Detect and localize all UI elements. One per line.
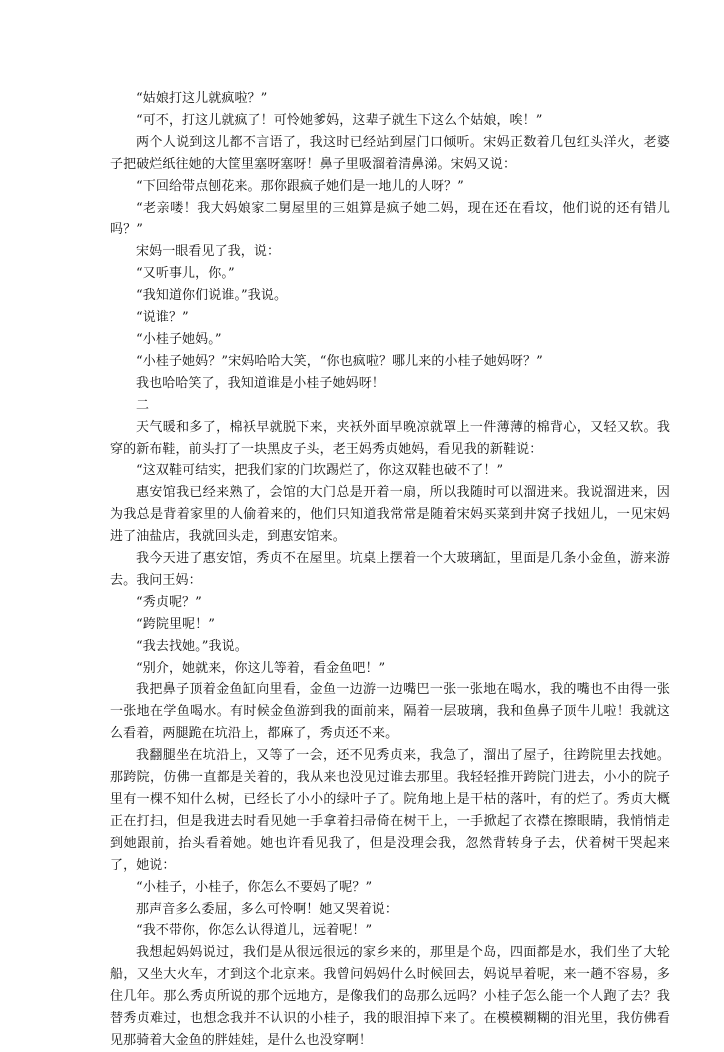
paragraph: 我翻腿坐在坑沿上，又等了一会，还不见秀贞来，我急了，溜出了屋子，往跨院里去找她。那跨院，仿佛一直都是关着的，我从来也没见过谁去那里。我轻轻推开跨院门进去，小小的院子里有一棵不知什么树，已经长了小小的绿叶子了。院角地上是干枯的落叶，有的烂了。秀贞大概正在打扫，但是我进去时看见她一手拿着扫帚倚在树干上，一手掀起了衣襟在擦眼睛，我悄悄走到她跟前，抬头看着她。她也许看见我了，但是没理会我，忽然背转身子去，伏着树干哭起来了，她说： <box>110 748 670 873</box>
document-body <box>110 88 670 1052</box>
paragraph: “说谁？” <box>136 310 189 326</box>
paragraph: 我今天进了惠安馆，秀贞不在屋里。坑桌上摆着一个大玻璃缸，里面是几条小金鱼，游来游去。我问王妈： <box>110 551 670 588</box>
paragraph: “我去找她。”我说。 <box>136 638 248 654</box>
paragraph: 两个人说到这儿都不言语了，我这时已经站到屋门口倾听。宋妈正数着几包红头洋火，老婆子把破烂纸往她的大筐里塞呀塞呀！鼻子里吸溜着清鼻涕。宋妈又说： <box>110 134 670 172</box>
paragraph: “小桂子她妈。” <box>136 331 222 347</box>
paragraph: 我也哈哈笑了，我知道谁是小桂子她妈呀！ <box>136 375 385 391</box>
paragraph: “我不带你，你怎么认得道儿，远着呢！” <box>136 923 373 939</box>
paragraph: “跨院里呢！” <box>136 616 215 632</box>
paragraph: “秀贞呢？” <box>136 594 202 610</box>
paragraph: 天气暖和多了，棉袄早就脱下来，夹袄外面早晚凉就罩上一件薄薄的棉背心，又轻又软。我穿的新布鞋，前头打了一块黑皮子头，老王妈秀贞她妈，看见我的新鞋说： <box>110 419 670 457</box>
section-heading: 二 <box>136 397 150 413</box>
paragraph: “老亲喽！我大妈娘家二舅屋里的三姐算是疯子她二妈，现在还在看坟，他们说的还有错儿吗？” <box>110 200 670 238</box>
paragraph: “姑娘打这儿就疯啦？” <box>136 91 268 106</box>
paragraph: “小桂子她妈？”宋妈哈哈大笑，“你也疯啦？哪儿来的小桂子她妈呀？” <box>136 353 543 369</box>
paragraph: “下回给带点刨花来。那你跟疯子她们是一地儿的人呀？” <box>136 178 464 194</box>
paragraph: “可不，打这儿就疯了！可怜她爹妈，这辈子就生下这么个姑娘，唉！” <box>136 112 543 128</box>
paragraph: 惠安馆我已经来熟了，会馆的大门总是开着一扇，所以我随时可以溜进来。我说溜进来，因为我总是背着家里的人偷着来的，他们只知道我常常是随着宋妈买菜到井窝子找妞儿，一见宋妈进了油盐店，我就回头走，到惠安馆来。 <box>110 485 670 545</box>
paragraph: “又听事儿，你。” <box>136 266 235 282</box>
paragraph: 我想起妈妈说过，我们是从很远很远的家乡来的，那里是个岛，四面都是水，我们坐了大轮船，又坐大火车，才到这个北京来。我曾问妈妈什么时候回去，妈说早着呢，来一趟不容易，多住几年。那么秀贞所说的那个远地方，是像我们的岛那么远吗？小桂子怎么能一个人跑了去？我替秀贞难过，也想念我并不认识的小桂子，我的眼泪掉下来了。在模模糊糊的泪光里，我仿佛看见那骑着大金鱼的胖娃娃，是什么也没穿啊！ <box>110 945 670 1048</box>
paragraph: 那声音多么委屈，多么可怜啊！她又哭着说： <box>136 901 399 917</box>
paragraph: 我把鼻子顶着金鱼缸向里看，金鱼一边游一边嘴巴一张一张地在喝水，我的嘴也不由得一张一张地在学鱼喝水。有时候金鱼游到我的面前来，隔着一层玻璃，我和鱼鼻子顶牛儿啦！我就这么看着，两腿跪在坑沿上，都麻了，秀贞还不来。 <box>110 682 670 742</box>
paragraph: “别介，她就来，你这儿等着，看金鱼吧！” <box>136 660 386 676</box>
paragraph: “小桂子，小桂子，你怎么不要妈了呢？” <box>136 879 373 895</box>
paragraph: “这双鞋可结实，把我们家的门坎踢烂了，你这双鞋也破不了！” <box>136 463 504 479</box>
paragraph: “我知道你们说谁。”我说。 <box>136 288 288 304</box>
paragraph: 宋妈一眼看见了我，说： <box>136 244 281 260</box>
